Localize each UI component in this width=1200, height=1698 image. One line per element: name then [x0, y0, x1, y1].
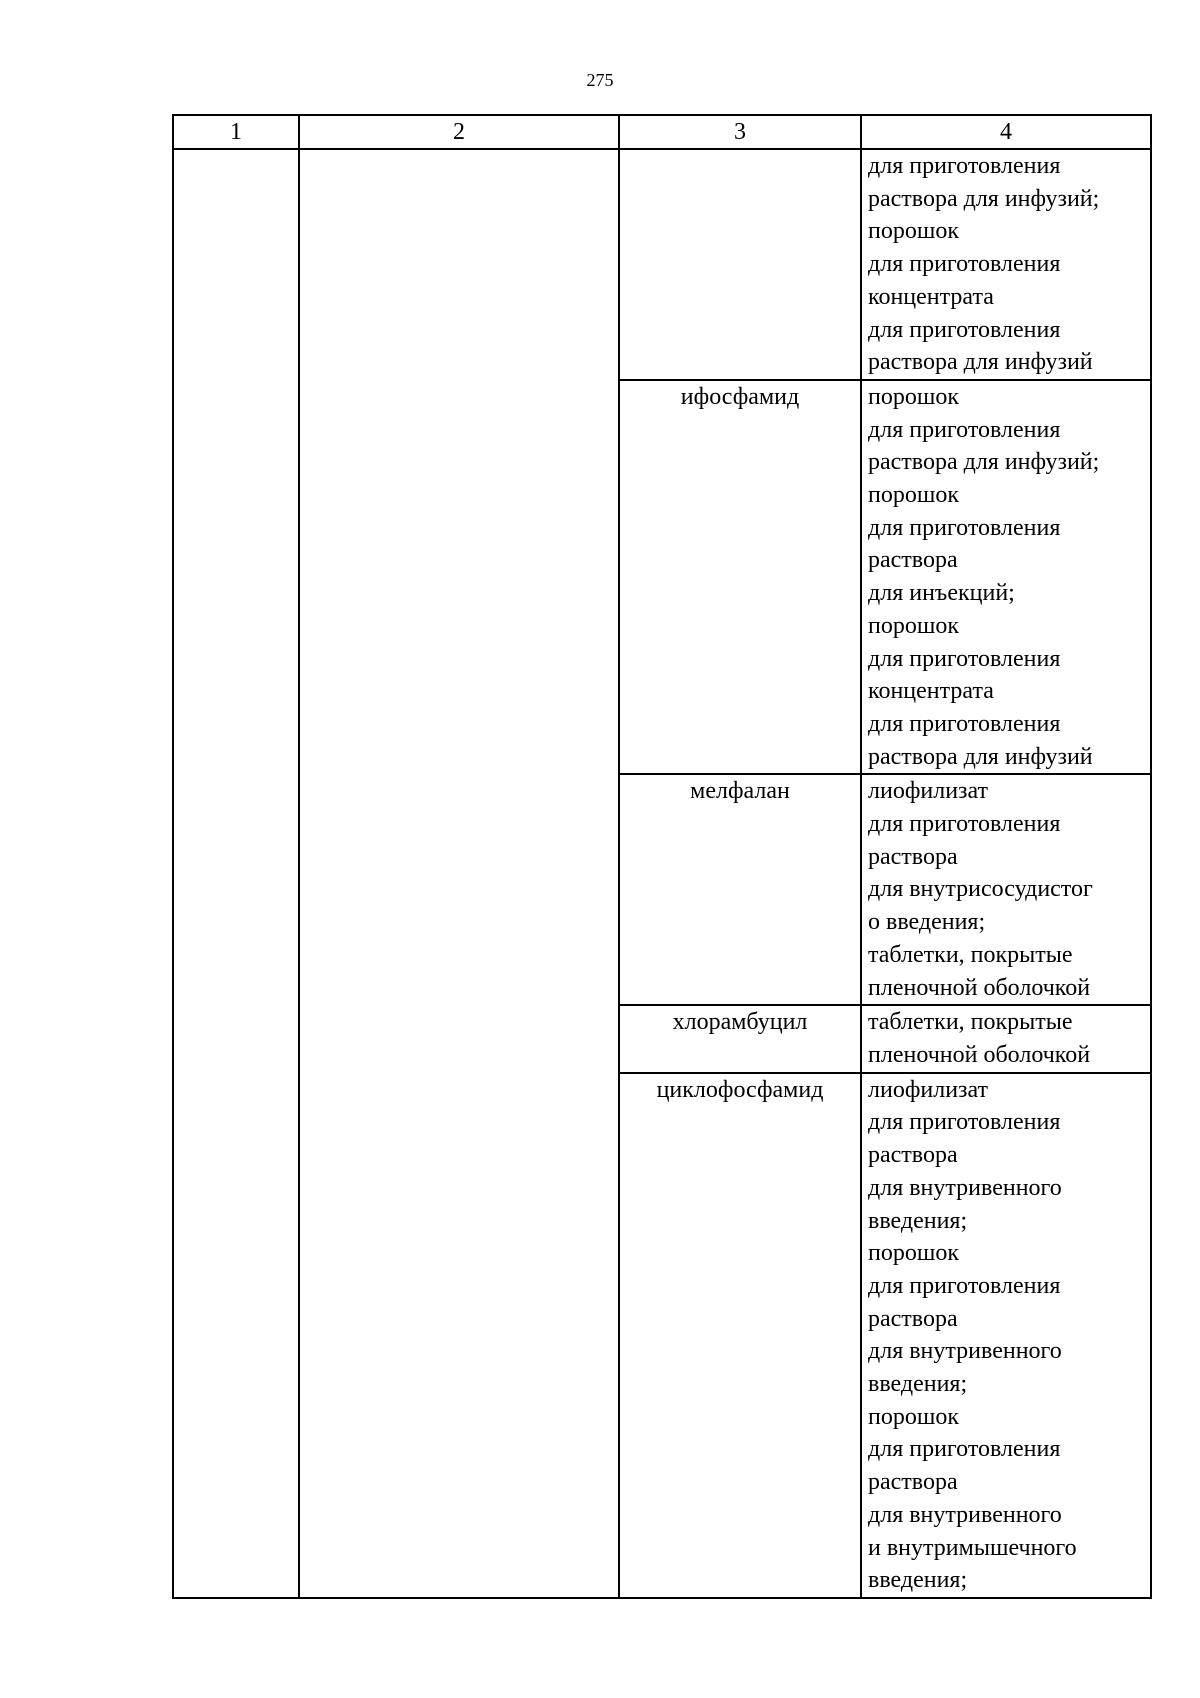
dosage-form-line: таблетки, покрытые — [868, 941, 1073, 968]
dosage-form-line: таблетки, покрытые — [868, 1009, 1073, 1036]
dosage-form-line: для приготовления — [868, 153, 1061, 179]
dosage-form-line: для приготовления — [868, 811, 1061, 838]
column-2-cell — [299, 149, 619, 1598]
page-number: 275 — [586, 70, 614, 90]
dosage-form-line: раствора для инфузий — [868, 743, 1093, 770]
dosage-form-line: порошок — [868, 612, 959, 639]
drug-name-cell — [619, 149, 861, 380]
dosage-form-line: о введения; — [868, 909, 986, 936]
dosage-form-line: лиофилизат — [868, 1076, 989, 1103]
dosage-form-line: раствора — [868, 547, 958, 574]
dosage-form-line: порошок — [868, 218, 959, 245]
drug-name-cell: хлорамбуцил — [619, 1005, 861, 1072]
drug-name-cell: циклофосфамид — [619, 1073, 861, 1598]
dosage-form-line: для приготовления — [868, 251, 1061, 278]
dosage-form-line: введения; — [868, 1567, 968, 1594]
table-body — [173, 149, 1151, 1598]
column-header-1: 1 — [173, 115, 299, 149]
column-header-3: 3 — [619, 115, 861, 149]
dosage-form-line: для приготовления — [868, 416, 1061, 443]
table-header-row — [173, 115, 1151, 149]
dosage-form-line: пленочной оболочкой — [868, 1041, 1091, 1068]
dosage-form-line: раствора для инфузий; — [868, 449, 1100, 476]
dosage-form-line: порошок — [868, 482, 959, 509]
dosage-form-line: для внутрисосудистог — [868, 876, 1093, 903]
dosage-form-line: раствора — [868, 1305, 958, 1332]
medication-table — [172, 114, 1152, 1599]
dosage-form-cell — [861, 1005, 1151, 1072]
dosage-form-cell — [861, 149, 1151, 380]
dosage-form-line: лиофилизат — [868, 778, 989, 805]
dosage-form-line: концентрата — [868, 283, 994, 310]
column-header-4: 4 — [861, 115, 1151, 149]
dosage-form-line: введения; — [868, 1371, 968, 1398]
dosage-form-line: для внутривенного — [868, 1338, 1062, 1365]
dosage-form-line: порошок — [868, 383, 959, 410]
dosage-form-line: для приготовления — [868, 514, 1061, 541]
dosage-form-line: для инъекций; — [868, 580, 1015, 607]
dosage-form-line: для приготовления — [868, 1436, 1061, 1463]
dosage-form-line: раствора для инфузий — [868, 349, 1093, 376]
drug-name-cell: ифосфамид — [619, 380, 861, 774]
dosage-form-line: пленочной оболочкой — [868, 974, 1091, 1001]
dosage-form-line: для приготовления — [868, 316, 1061, 343]
dosage-form-cell — [861, 1073, 1151, 1598]
dosage-form-line: для приготовления — [868, 710, 1061, 737]
dosage-form-line: раствора — [868, 843, 958, 870]
dosage-form-line: для внутривенного — [868, 1174, 1062, 1201]
dosage-form-line: порошок — [868, 1240, 959, 1267]
dosage-form-line: для приготовления — [868, 1109, 1061, 1136]
drug-name-cell: мелфалан — [619, 774, 861, 1005]
dosage-form-line: и внутримышечного — [868, 1534, 1077, 1561]
dosage-form-line: введения; — [868, 1207, 968, 1234]
dosage-form-line: для внутривенного — [868, 1501, 1062, 1528]
dosage-form-line: порошок — [868, 1403, 959, 1430]
dosage-form-line: раствора — [868, 1469, 958, 1496]
column-header-2: 2 — [299, 115, 619, 149]
column-1-cell — [173, 149, 299, 1598]
dosage-form-line: для приготовления — [868, 645, 1061, 672]
dosage-form-line: для приготовления — [868, 1272, 1061, 1299]
dosage-form-line: раствора — [868, 1142, 958, 1169]
dosage-form-cell — [861, 774, 1151, 1005]
dosage-form-cell — [861, 380, 1151, 774]
dosage-form-line: раствора для инфузий; — [868, 185, 1100, 212]
dosage-form-line: концентрата — [868, 678, 994, 705]
table-row — [173, 149, 1151, 380]
